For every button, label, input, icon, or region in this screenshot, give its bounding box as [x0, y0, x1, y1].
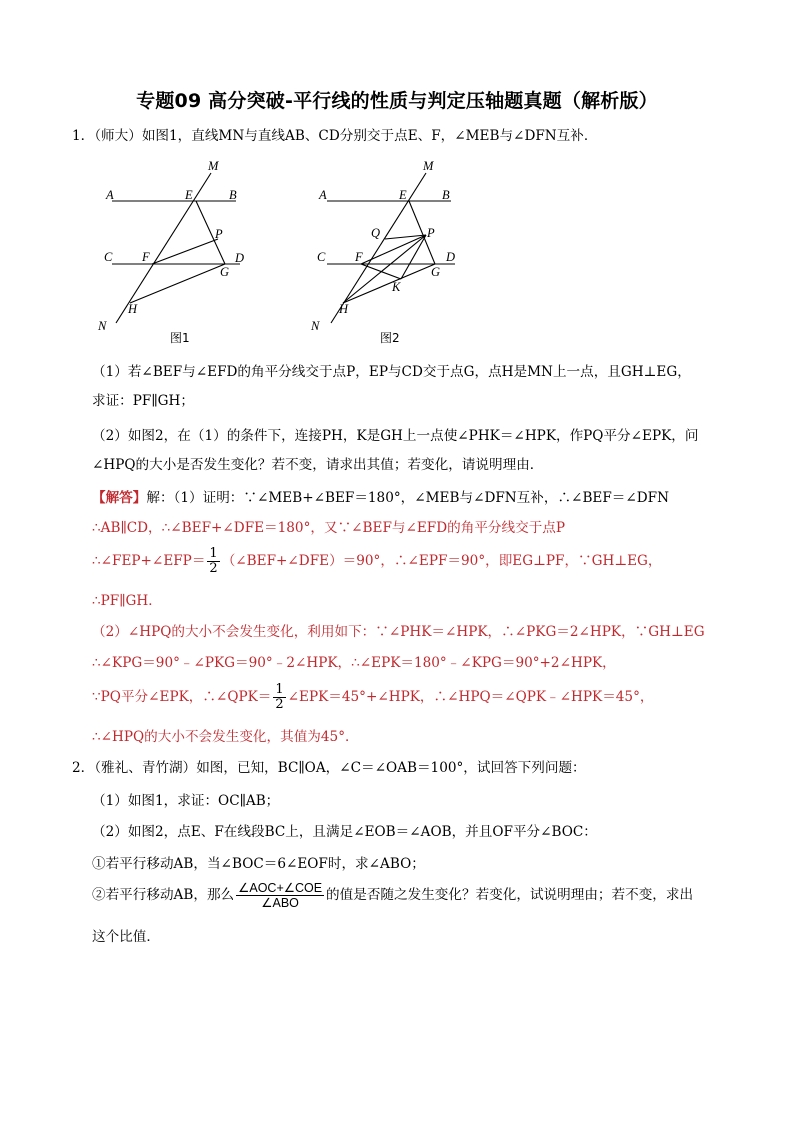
q2-item2-pre: ②若平行移动AB，那么: [92, 887, 235, 903]
fig1-line-mn: [116, 173, 211, 323]
q1-part1-line2: 求证：PF∥GH；: [92, 393, 194, 409]
fig2-label-m: M: [423, 159, 434, 173]
fig1-caption: 图1: [170, 331, 190, 345]
answer-line-6: ∴∠KPG＝90°﹣∠PKG＝90°﹣2∠HPK，∴∠EPK＝180°﹣∠KPG＝90°+2∠HPK，: [92, 655, 616, 671]
q1-part2-line1: （2）如图2，在（1）的条件下，连接PH，K是GH上一点使∠PHK＝∠HPK，作PQ平分∠EPK，问: [92, 428, 699, 444]
answer-line-7: [92, 683, 653, 712]
figure-1: [90, 155, 260, 350]
fraction-numerator: 1: [275, 682, 284, 697]
answer-line-4: ∴PF∥GH．: [92, 593, 162, 609]
fig2-label-g: G: [431, 265, 441, 279]
answer-line-7-pre: ∵PQ平分∠EPK，∴∠QPK＝: [92, 689, 272, 705]
fig2-line-hp: [343, 235, 426, 303]
fig1-label-f: F: [142, 250, 150, 264]
q2-ratio-fraction: [236, 881, 324, 910]
q1-part2-line2: ∠HPQ的大小是否发生变化？若不变，请求出其值；若变化，请说明理由．: [92, 457, 544, 473]
answer-line-1: [92, 489, 669, 507]
fig1-label-g: G: [220, 265, 230, 279]
answer-line-7-post: ∠EPK＝45°+∠HPK，∴∠HPQ＝∠QPK﹣∠HPK＝45°，: [287, 689, 654, 705]
page-title: 专题09 高分突破-平行线的性质与判定压轴题真题（解析版）: [136, 90, 658, 112]
fig1-label-b: B: [229, 188, 237, 202]
fraction-numerator: 1: [209, 546, 218, 561]
fig1-line-hg: [130, 264, 225, 303]
fig2-label-k: K: [392, 280, 401, 294]
answer-line-3: [92, 547, 662, 576]
fig2-label-f: F: [355, 250, 363, 264]
fig2-label-c: C: [317, 250, 326, 264]
fig1-label-e: E: [185, 188, 193, 202]
q2-stem: 2．（雅礼、青竹湖）如图，已知，BC∥OA，∠C＝∠OAB＝100°，试回答下列问题：: [72, 760, 586, 776]
q2-part1: （1）如图1，求证：OC∥AB；: [92, 793, 280, 809]
q1-part1-line1: （1）若∠BEF与∠EFD的角平分线交于点P，EP与CD交于点G，点H是MN上一点，且GH⊥EG，: [92, 364, 691, 380]
q2-part2-item2-cont: 这个比值．: [92, 929, 160, 945]
answer-line-3-post: （∠BEF+∠DFE）＝90°，∴∠EPF＝90°，即EG⊥PF，∵GH⊥EG，: [221, 553, 662, 569]
fraction-denominator: 2: [209, 561, 218, 576]
fig2-label-d: D: [446, 250, 456, 264]
answer-line-1-text: 解：（1）证明：∵∠MEB+∠BEF＝180°，∠MEB与∠DFN互补，∴∠BEF＝∠DFN: [146, 490, 669, 506]
fig1-label-d: D: [235, 251, 245, 265]
q2-item2-post: 的值是否随之发生变化？若变化，试说明理由；若不变，求出: [326, 887, 694, 903]
fig2-label-e: E: [399, 188, 407, 202]
q2-part2-item2: [92, 881, 693, 910]
ratio-numerator: ∠AOC+∠COE: [238, 881, 323, 895]
q2-part2: （2）如图2，点E、F在线段BC上，且满足∠EOB＝∠AOB，并且OF平分∠BOC：: [92, 824, 597, 840]
fig2-label-q: Q: [371, 226, 381, 240]
fig2-caption: 图2: [380, 331, 400, 345]
fig2-line-pk: [401, 235, 426, 279]
fig2-label-b: B: [442, 188, 450, 202]
answer-line-8: ∴∠HPQ的大小不会发生变化，其值为45°．: [92, 729, 359, 745]
fig2-line-hg: [343, 264, 435, 303]
fig1-label-a: A: [106, 188, 114, 202]
fig1-label-h: H: [128, 302, 138, 316]
answer-fraction-half: [207, 547, 219, 576]
fig1-label-m: M: [208, 159, 219, 173]
answer-heading: 【解答】: [92, 490, 147, 506]
fig1-label-c: C: [104, 250, 113, 264]
fig1-label-p: P: [215, 227, 223, 241]
answer-fraction-half-2: [273, 683, 285, 712]
answer-line-3-pre: ∴∠FEP+∠EFP＝: [92, 553, 206, 569]
fig2-label-p: P: [427, 226, 435, 240]
fig2-line-qp: [385, 235, 426, 239]
fraction-denominator: 2: [275, 697, 284, 712]
q2-part2-item1: ①若平行移动AB，当∠BOC＝6∠EOF时，求∠ABO；: [92, 856, 425, 872]
fig2-line-fk: [361, 264, 401, 279]
fig2-label-h: H: [339, 302, 349, 316]
fig2-label-n: N: [311, 319, 320, 333]
q1-stem: 1．（师大）如图1，直线MN与直线AB、CD分别交于点E、F，∠MEB与∠DFN互补．: [72, 128, 598, 144]
answer-line-5: （2）∠HPQ的大小不会发生变化，利用如下：∵∠PHK＝∠HPK，∴∠PKG＝2∠HPK，∵GH⊥EG: [92, 624, 705, 640]
figure-2: [305, 155, 475, 350]
answer-line-2: ∴AB∥CD，∴∠BEF+∠DFE＝180°，又∵∠BEF与∠EFD的角平分线交于点P: [92, 520, 566, 536]
fig2-label-a: A: [319, 188, 327, 202]
fig1-label-n: N: [98, 319, 107, 333]
ratio-denominator: ∠ABO: [261, 896, 299, 910]
